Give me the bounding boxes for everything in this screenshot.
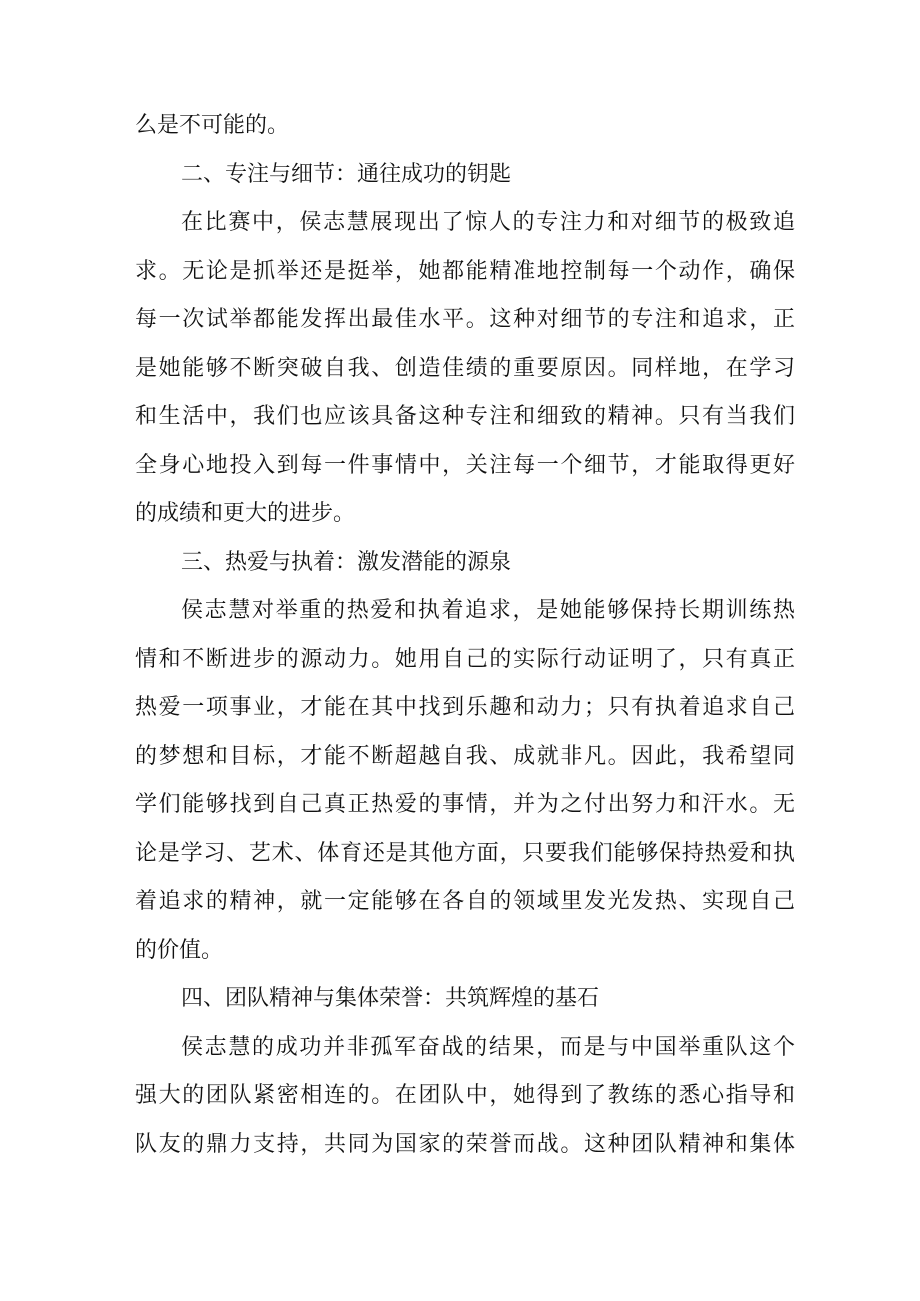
text-line: 队友的鼎力支持，共同为国家的荣誉而战。这种团队精神和集体: [135, 1131, 795, 1157]
text-line: 的成绩和更大的进步。: [135, 501, 356, 526]
text-line: 是她能够不断突破自我、创造佳绩的重要原因。同样地，在学习: [135, 355, 795, 381]
text-line: 侯志慧的成功并非孤军奋战的结果，而是与中国举重队这个: [181, 1034, 795, 1060]
section-passion-persistence: [135, 539, 920, 976]
text-line: 着追求的精神，就一定能够在各自的领域里发光发热、实现自己: [135, 889, 795, 914]
section-focus-detail: [135, 151, 920, 539]
text-line: 求。无论是抓举还是挺举，她都能精准地控制每一个动作，确保: [135, 258, 795, 284]
text-line: 热爱一项事业，才能在其中找到乐趣和动力；只有执着追求自己: [135, 695, 795, 720]
text-line: 全身心地投入到每一件事情中，关注每一个细节，才能取得更好: [135, 452, 795, 478]
text-line: 情和不断进步的源动力。她用自己的实际行动证明了，只有真正: [135, 646, 795, 672]
text-line: 侯志慧对举重的热爱和执着追求，是她能够保持长期训练热: [181, 598, 795, 623]
text-line: 每一次试举都能发挥出最佳水平。这种对细节的专注和追求，正: [135, 307, 795, 332]
section-heading: 三、热爱与执着：激发潜能的源泉: [181, 549, 512, 575]
text-line: 论是学习、艺术、体育还是其他方面，只要我们能够保持热爱和执: [135, 840, 795, 866]
section-heading: 四、团队精神与集体荣誉：共筑辉煌的基石: [181, 986, 600, 1011]
text-line: 在比赛中，侯志慧展现出了惊人的专注力和对细节的极致追: [181, 210, 795, 235]
text-line: 和生活中，我们也应该具备这种专注和细致的精神。只有当我们: [135, 404, 795, 429]
text-line: 学们能够找到自己真正热爱的事情，并为之付出努力和汗水。无: [135, 792, 795, 817]
continuation-paragraph: [135, 102, 920, 151]
section-heading: 二、专注与细节：通往成功的钥匙: [181, 161, 512, 187]
text-line: 么是不可能的。: [135, 113, 290, 138]
text-line: 的价值。: [135, 937, 224, 963]
section-team-spirit: [135, 975, 920, 1169]
text-line: 的梦想和目标，才能不断超越自我、成就非凡。因此，我希望同: [135, 743, 795, 769]
text-line: 强大的团队紧密相连的。在团队中，她得到了教练的悉心指导和: [135, 1083, 795, 1108]
